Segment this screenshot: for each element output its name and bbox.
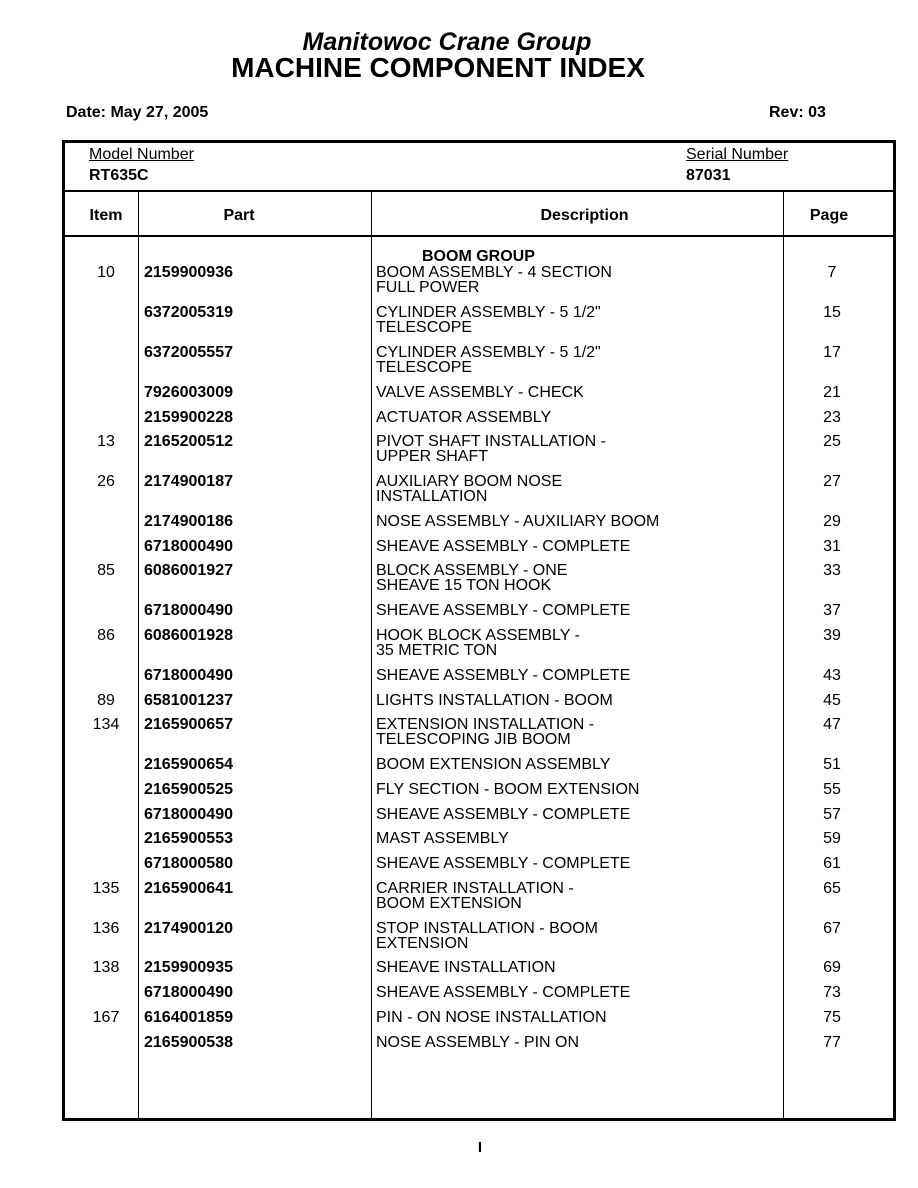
description-line: SHEAVE ASSEMBLY - COMPLETE — [376, 667, 631, 684]
part-number-cell: 2165900654 — [144, 756, 233, 773]
part-number-cell: 6718000490 — [144, 602, 233, 619]
page-cell: 21 — [823, 384, 841, 401]
page-cell: 77 — [823, 1034, 841, 1051]
description-line: BOOM EXTENSION ASSEMBLY — [376, 756, 611, 773]
part-number-cell: 6718000490 — [144, 806, 233, 823]
item-cell: 10 — [97, 264, 115, 281]
page-cell: 51 — [823, 756, 841, 773]
description-cell — [376, 1010, 781, 1025]
description-line: SHEAVE ASSEMBLY - COMPLETE — [376, 855, 631, 872]
description-cell — [376, 693, 781, 708]
page-cell: 33 — [823, 562, 841, 579]
description-line: SHEAVE INSTALLATION — [376, 959, 556, 976]
part-number-cell: 2165900641 — [144, 880, 233, 897]
part-number-cell: 2165900657 — [144, 716, 233, 733]
description-line: FLY SECTION - BOOM EXTENSION — [376, 781, 640, 798]
serial-number-label: Serial Number — [686, 146, 789, 163]
description-line: SHEAVE ASSEMBLY - COMPLETE — [376, 984, 631, 1001]
part-number-cell: 2165900525 — [144, 781, 233, 798]
description-line: PIN - ON NOSE INSTALLATION — [376, 1009, 607, 1026]
description-line: NOSE ASSEMBLY - PIN ON — [376, 1034, 580, 1051]
item-cell: 26 — [97, 473, 115, 490]
description-line: TELESCOPING JIB BOOM — [376, 731, 571, 748]
page-cell: 39 — [823, 627, 841, 644]
description-cell — [376, 474, 781, 504]
description-line: EXTENSION — [376, 935, 469, 952]
description-cell — [376, 717, 781, 747]
description-cell — [376, 757, 781, 772]
description-line: HOOK BLOCK ASSEMBLY - — [376, 627, 580, 644]
page-cell: 15 — [823, 304, 841, 321]
description-cell — [376, 782, 781, 797]
description-line: AUXILIARY BOOM NOSE — [376, 473, 563, 490]
description-cell — [376, 265, 781, 295]
page-cell: 7 — [827, 264, 837, 281]
description-line: SHEAVE ASSEMBLY - COMPLETE — [376, 806, 631, 823]
item-cell: 138 — [92, 959, 120, 976]
page-cell: 69 — [823, 959, 841, 976]
description-line: CYLINDER ASSEMBLY - 5 1/2" — [376, 344, 601, 361]
description-line: BOOM EXTENSION — [376, 895, 522, 912]
column-header-item: Item — [89, 207, 123, 224]
page-cell: 27 — [823, 473, 841, 490]
page-cell: 61 — [823, 855, 841, 872]
part-number-cell: 6718000580 — [144, 855, 233, 872]
description-cell — [376, 345, 781, 375]
part-number-cell: 6372005557 — [144, 344, 233, 361]
group-heading: BOOM GROUP — [422, 248, 535, 265]
item-cell: 86 — [97, 627, 115, 644]
description-line: STOP INSTALLATION - BOOM — [376, 920, 598, 937]
page-cell: 47 — [823, 716, 841, 733]
description-line: TELESCOPE — [376, 359, 473, 376]
description-line: UPPER SHAFT — [376, 448, 489, 465]
part-number-cell: 2174900120 — [144, 920, 233, 937]
description-cell — [376, 921, 781, 951]
description-cell — [376, 985, 781, 1000]
part-number-cell: 6372005319 — [144, 304, 233, 321]
item-cell: 89 — [97, 692, 115, 709]
serial-number-value: 87031 — [686, 167, 731, 184]
description-cell — [376, 960, 781, 975]
description-line: SHEAVE ASSEMBLY - COMPLETE — [376, 538, 631, 555]
item-cell: 136 — [92, 920, 120, 937]
part-number-cell: 2174900186 — [144, 513, 233, 530]
page-cell: 25 — [823, 433, 841, 450]
model-number-label: Model Number — [89, 146, 194, 163]
column-header-description: Description — [540, 207, 629, 224]
column-header-page: Page — [809, 207, 849, 224]
description-cell — [376, 1035, 781, 1050]
description-line: ACTUATOR ASSEMBLY — [376, 409, 552, 426]
part-number-cell: 2165900538 — [144, 1034, 233, 1051]
description-line: LIGHTS INSTALLATION - BOOM — [376, 692, 613, 709]
description-cell — [376, 807, 781, 822]
description-line: NOSE ASSEMBLY - AUXILIARY BOOM — [376, 513, 660, 530]
description-line: PIVOT SHAFT INSTALLATION - — [376, 433, 606, 450]
description-cell — [376, 668, 781, 683]
part-number-cell: 6718000490 — [144, 667, 233, 684]
document-title: MACHINE COMPONENT INDEX — [231, 52, 645, 83]
page-cell: 23 — [823, 409, 841, 426]
description-cell — [376, 603, 781, 618]
description-line: SHEAVE ASSEMBLY - COMPLETE — [376, 602, 631, 619]
description-line: INSTALLATION — [376, 488, 488, 505]
description-line: MAST ASSEMBLY — [376, 830, 509, 847]
description-line: BLOCK ASSEMBLY - ONE — [376, 562, 568, 579]
page-number: I — [477, 1139, 483, 1156]
company-name: Manitowoc Crane Group — [302, 28, 592, 56]
page-cell: 45 — [823, 692, 841, 709]
page-cell: 59 — [823, 830, 841, 847]
page-cell: 75 — [823, 1009, 841, 1026]
description-cell — [376, 881, 781, 911]
part-number-cell: 2165900553 — [144, 830, 233, 847]
page-cell: 31 — [823, 538, 841, 555]
description-line: VALVE ASSEMBLY - CHECK — [376, 384, 584, 401]
part-number-cell: 6164001859 — [144, 1009, 233, 1026]
description-cell — [376, 410, 781, 425]
item-cell: 134 — [92, 716, 120, 733]
description-line: CYLINDER ASSEMBLY - 5 1/2" — [376, 304, 601, 321]
part-number-cell: 6718000490 — [144, 538, 233, 555]
page-cell: 65 — [823, 880, 841, 897]
page-cell: 73 — [823, 984, 841, 1001]
page-cell: 43 — [823, 667, 841, 684]
part-number-cell: 2159900936 — [144, 264, 233, 281]
description-cell — [376, 628, 781, 658]
description-cell — [376, 831, 781, 846]
page-cell: 37 — [823, 602, 841, 619]
page-cell: 55 — [823, 781, 841, 798]
description-cell — [376, 305, 781, 335]
item-cell: 13 — [97, 433, 115, 450]
description-cell — [376, 385, 781, 400]
description-cell — [376, 514, 781, 529]
item-cell: 85 — [97, 562, 115, 579]
table-body — [65, 143, 893, 1121]
part-number-cell: 2174900187 — [144, 473, 233, 490]
part-number-cell: 2159900228 — [144, 409, 233, 426]
item-cell: 135 — [92, 880, 120, 897]
description-line: BOOM ASSEMBLY - 4 SECTION — [376, 264, 612, 281]
page-cell: 29 — [823, 513, 841, 530]
description-line: CARRIER INSTALLATION - — [376, 880, 574, 897]
page-cell: 17 — [823, 344, 841, 361]
document-revision: Rev: 03 — [769, 104, 826, 121]
description-line: 35 METRIC TON — [376, 642, 498, 659]
description-cell — [376, 563, 781, 593]
description-line: EXTENSION INSTALLATION - — [376, 716, 595, 733]
part-number-cell: 6581001237 — [144, 692, 233, 709]
component-index-table — [62, 140, 896, 1121]
description-cell — [376, 856, 781, 871]
document-date: Date: May 27, 2005 — [66, 104, 209, 121]
part-number-cell: 7926003009 — [144, 384, 233, 401]
part-number-cell: 6086001928 — [144, 627, 233, 644]
description-cell — [376, 539, 781, 554]
part-number-cell: 6086001927 — [144, 562, 233, 579]
description-cell — [376, 434, 781, 464]
part-number-cell: 6718000490 — [144, 984, 233, 1001]
description-line: SHEAVE 15 TON HOOK — [376, 577, 552, 594]
column-header-part: Part — [223, 207, 255, 224]
model-number-value: RT635C — [89, 167, 149, 184]
part-number-cell: 2165200512 — [144, 433, 233, 450]
description-line: TELESCOPE — [376, 319, 473, 336]
part-number-cell: 2159900935 — [144, 959, 233, 976]
page-cell: 57 — [823, 806, 841, 823]
description-line: FULL POWER — [376, 279, 480, 296]
page-cell: 67 — [823, 920, 841, 937]
item-cell: 167 — [92, 1009, 120, 1026]
